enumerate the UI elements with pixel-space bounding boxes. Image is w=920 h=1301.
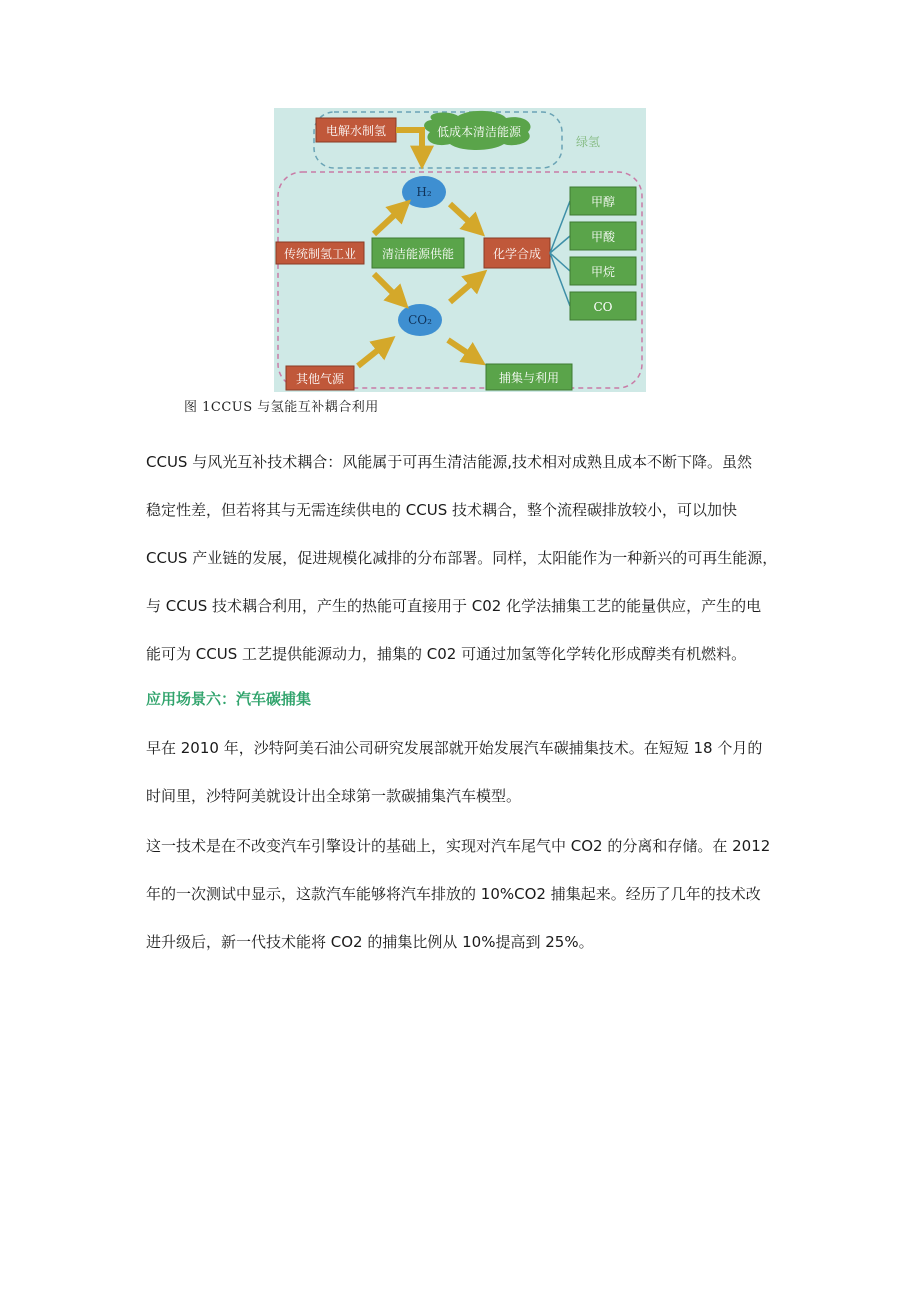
paragraph-line: 能可为 CCUS 工艺提供能源动力，捕集的 C02 可通过加氢等化学转化形成醇类有机燃料。 bbox=[146, 645, 747, 663]
paragraph-line: 与 CCUS 技术耦合利用，产生的热能可直接用于 C02 化学法捕集工艺的能量供应，产生的电 bbox=[146, 597, 762, 615]
arrow-right-down bbox=[450, 204, 478, 230]
paragraph-aramco bbox=[146, 724, 776, 820]
product-label-2: 甲烷 bbox=[590, 265, 616, 279]
paragraph-line: CCUS 产业链的发展，促进规模化减排的分布部署。同样，太阳能作为一种新兴的可再生能源， bbox=[146, 549, 778, 567]
arrow-other-to-co2 bbox=[358, 342, 388, 366]
ccus-hydrogen-diagram bbox=[274, 108, 646, 392]
arrow-left-down bbox=[374, 274, 402, 302]
green-hydrogen-label: 绿氢 bbox=[576, 135, 601, 149]
paragraph-line: 年的一次测试中显示，这款汽车能够将汽车排放的 10%CO2 捕集起来。经历了几年的技术改 bbox=[146, 885, 761, 903]
section-heading: 应用场景六：汽车碳捕集 bbox=[146, 690, 312, 708]
arrow-co2-to-capture bbox=[448, 340, 478, 360]
electrolysis-label: 电解水制氢 bbox=[325, 124, 387, 138]
arrow-left-up bbox=[374, 206, 404, 234]
co2-label: CO₂ bbox=[408, 313, 432, 327]
arrow-to-h2 bbox=[396, 130, 422, 160]
h2-label: H₂ bbox=[416, 185, 432, 199]
paragraph-line: 进升级后，新一代技术能将 CO2 的捕集比例从 10%提高到 25%。 bbox=[146, 933, 594, 951]
diagram-svg bbox=[274, 108, 646, 392]
traditional-h2-label: 传统制氢工业 bbox=[283, 247, 357, 261]
paragraph-line: CCUS 与风光互补技术耦合：风能属于可再生清洁能源,技术相对成熟且成本不断下降。虽然 bbox=[146, 453, 752, 471]
paragraph-wind-solar bbox=[146, 438, 776, 678]
figure-caption: 图 1CCUS 与氢能互补耦合利用 bbox=[184, 400, 379, 415]
product-label-1: 甲酸 bbox=[590, 230, 616, 244]
product-label-0: 甲醇 bbox=[590, 195, 616, 209]
chemical-synthesis-label: 化学合成 bbox=[492, 247, 542, 261]
other-gas-label: 其他气源 bbox=[295, 372, 345, 386]
low-cost-energy-label: 低成本清洁能源 bbox=[436, 125, 522, 139]
paragraph-technology bbox=[146, 822, 776, 966]
clean-energy-label: 清洁能源供能 bbox=[381, 247, 455, 261]
paragraph-line: 时间里，沙特阿美就设计出全球第一款碳捕集汽车模型。 bbox=[146, 787, 522, 805]
product-label-3: CO bbox=[593, 300, 613, 314]
arrow-right-up bbox=[450, 276, 480, 302]
paragraph-line: 稳定性差，但若将其与无需连续供电的 CCUS 技术耦合，整个流程碳排放较小，可以加快 bbox=[146, 501, 737, 519]
capture-use-label: 捕集与利用 bbox=[498, 371, 560, 385]
paragraph-line: 这一技术是在不改变汽车引擎设计的基础上，实现对汽车尾气中 CO2 的分离和存储。在 2012 bbox=[146, 837, 771, 855]
paragraph-line: 早在 2010 年，沙特阿美石油公司研究发展部就开始发展汽车碳捕集技术。在短短 18 个月的 bbox=[146, 739, 763, 757]
product-branches bbox=[550, 201, 570, 306]
